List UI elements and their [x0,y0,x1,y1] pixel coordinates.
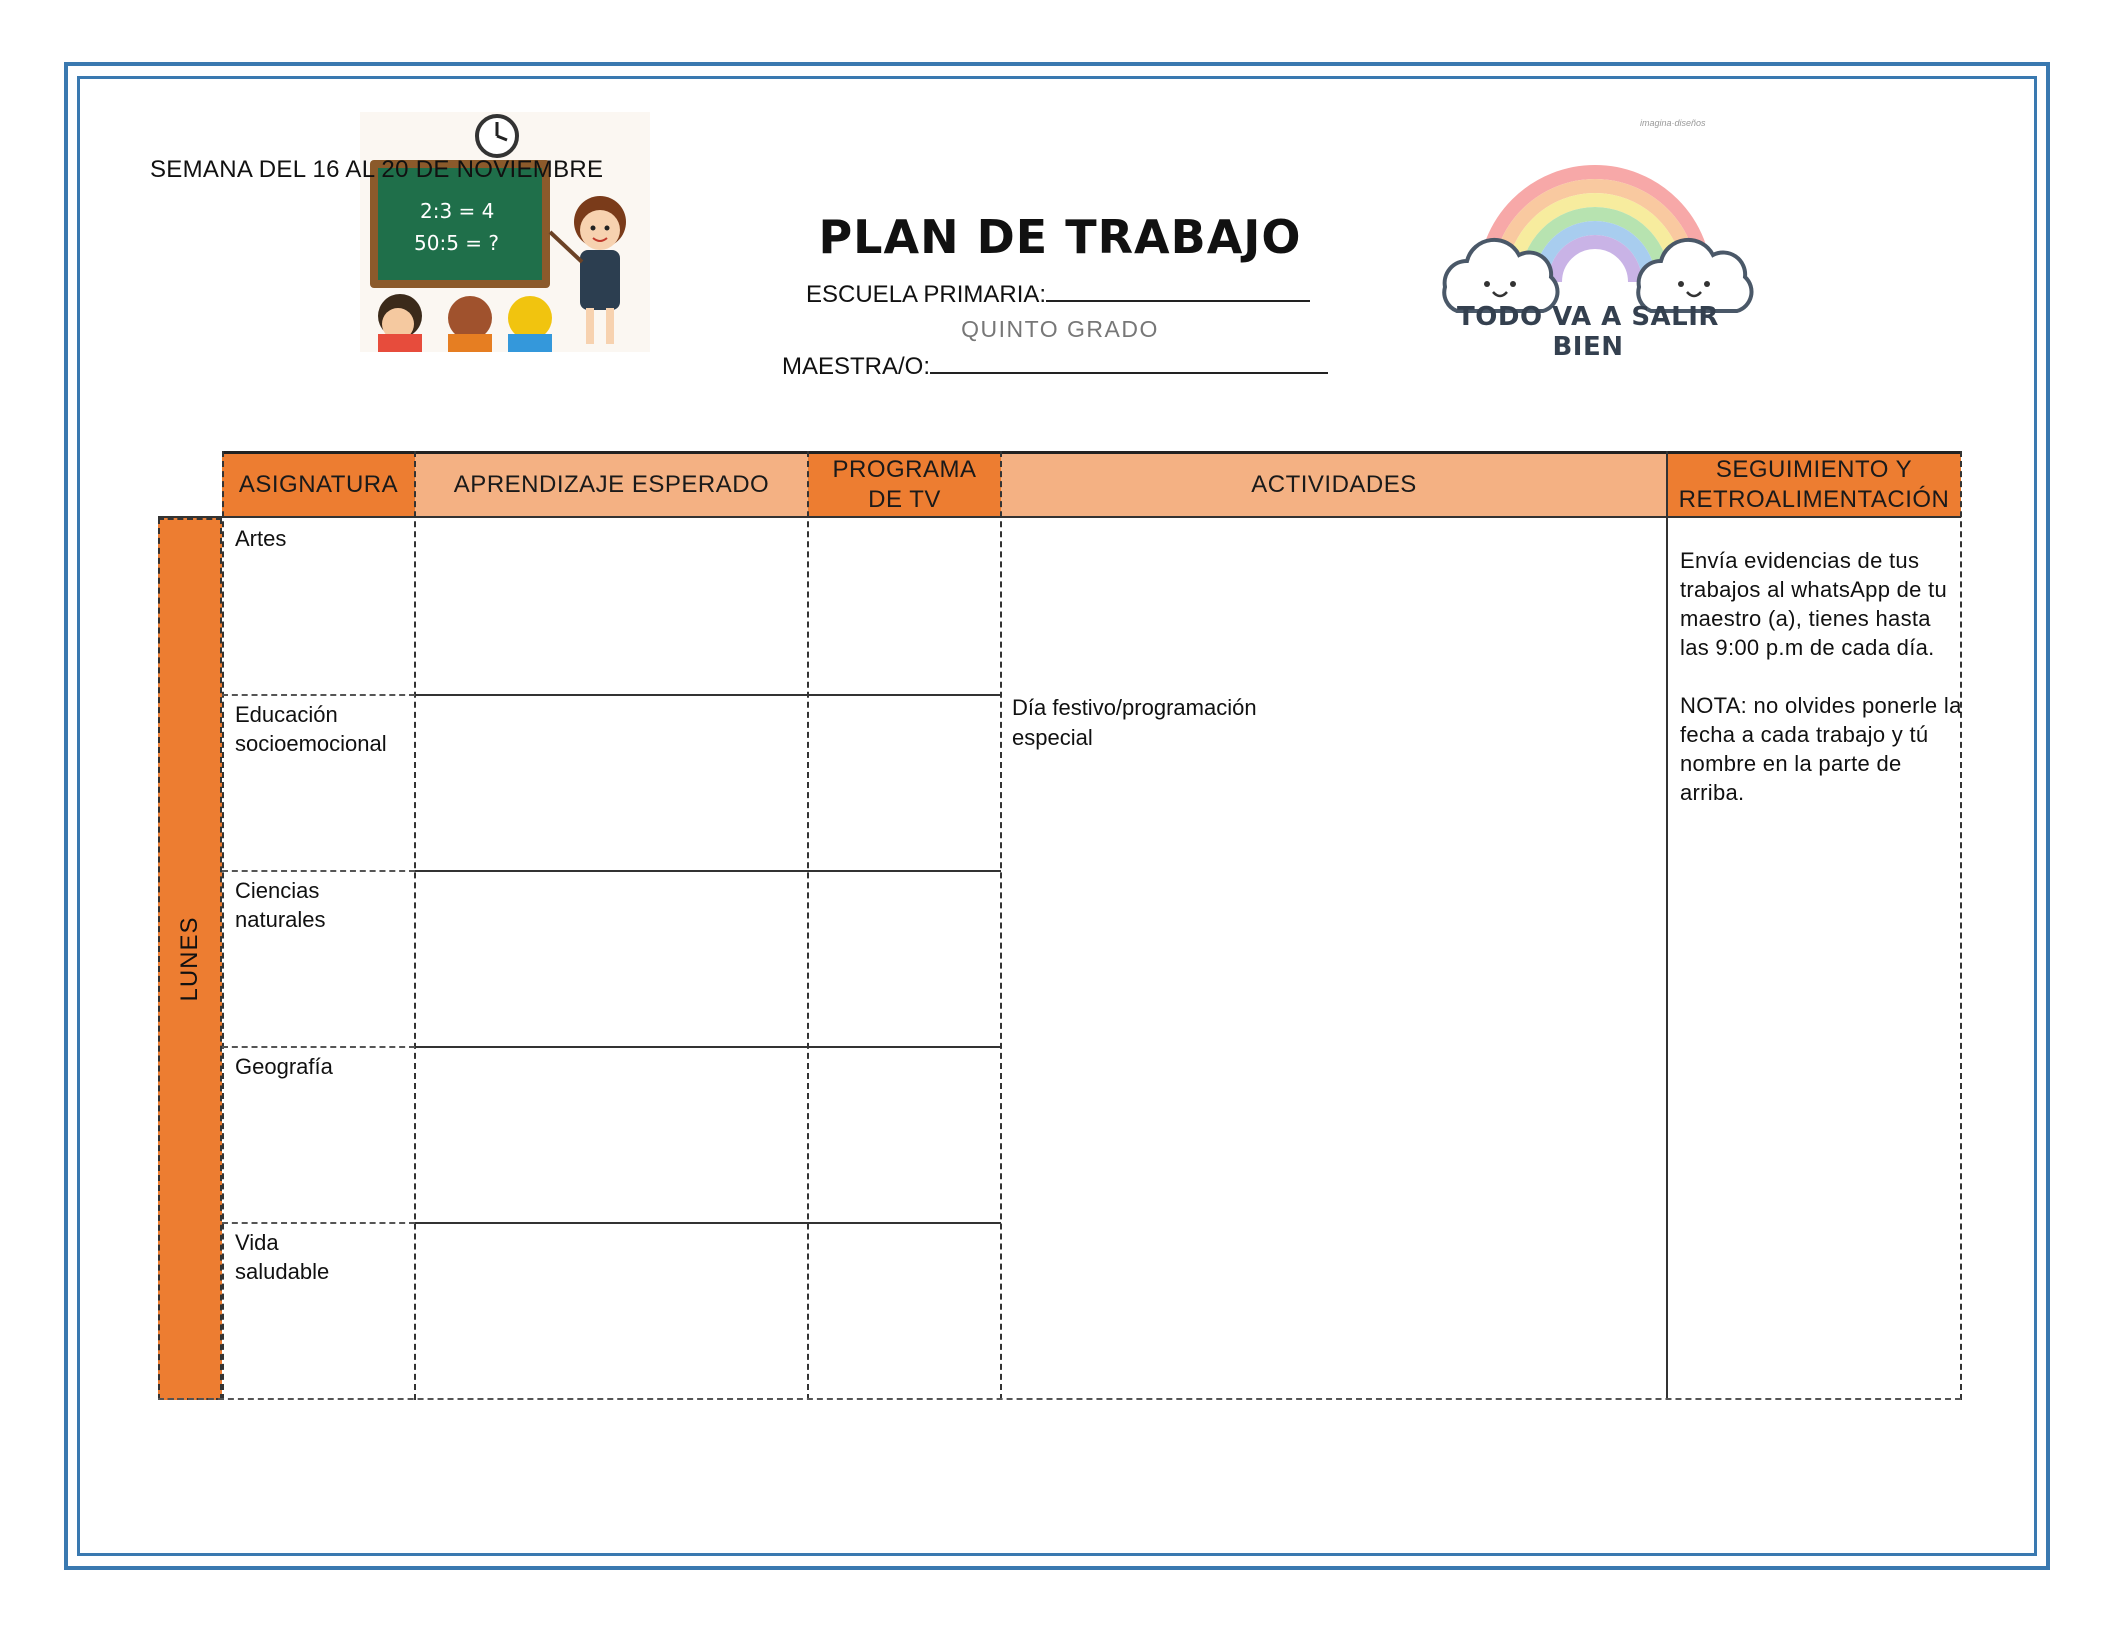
grid-line [414,451,416,1400]
day-column-lunes [158,518,222,1400]
activities-text: Día festivo/programación especial [1012,695,1257,750]
chalkboard-text-2: 50:5 = ? [414,231,499,255]
row-line [415,1222,1001,1224]
page-title: PLAN DE TRABAJO [818,210,1302,264]
teacher-label: MAESTRA/O: [782,353,931,380]
school-blank [1046,278,1310,302]
row-line [415,1046,1001,1048]
chalkboard-text-1: 2:3 = 4 [420,199,495,223]
col-header-feedback: SEGUIMIENTO Y RETROALIMENTACIÓN [1667,451,1961,516]
grid-line [1666,451,1668,1400]
feedback-instructions: Envía evidencias de tus trabajos al whatsApp de tu maestro (a), tienes hasta las 9:00 p.m de cada día. [1680,548,1948,660]
row-line [222,1046,415,1048]
feedback-note: NOTA: no olvides ponerle la fecha a cada trabajo y tú nombre en la parte de arriba. [1680,693,1962,805]
classroom-teacher-illustration [360,112,650,352]
subject-cell-ciencias: Ciencias naturales [235,878,326,932]
row-line [415,694,1001,696]
subject-cell-geografia: Geografía [235,1054,333,1079]
table-bottom-border [158,1398,1961,1400]
col-header-subject: ASIGNATURA [222,451,415,516]
row-line [222,870,415,872]
subject-cell-socioemocional: Educación socioemocional [235,702,387,756]
row-line [415,870,1001,872]
grid-line [1000,451,1002,1400]
header-divider [158,516,1961,518]
school-label: ESCUELA PRIMARIA: [806,281,1047,308]
subject-cell-vida-saludable: Vida saludable [235,1230,330,1284]
col-header-expected-learning: APRENDIZAJE ESPERADO [415,451,808,516]
motto-text: TODO VA A SALIR BIEN [1457,302,1719,362]
grid-line [222,451,224,1400]
feedback-text [1680,546,1962,807]
grid-line [807,451,809,1400]
col-header-activities: ACTIVIDADES [1001,451,1667,516]
artist-signature: imagina·diseños [1640,118,1706,128]
grade-label: QUINTO GRADO [961,316,1159,342]
week-label: SEMANA DEL 16 AL 20 DE NOVIEMBRE [150,156,604,183]
school-field [806,278,1310,309]
day-label: LUNES [176,916,203,1002]
col-header-tv-program: PROGRAMA DE TV [808,451,1001,516]
subject-cell-artes: Artes [235,526,287,551]
row-line [222,694,415,696]
teacher-field [782,350,1328,381]
teacher-blank [930,350,1328,374]
row-line [222,1222,415,1224]
